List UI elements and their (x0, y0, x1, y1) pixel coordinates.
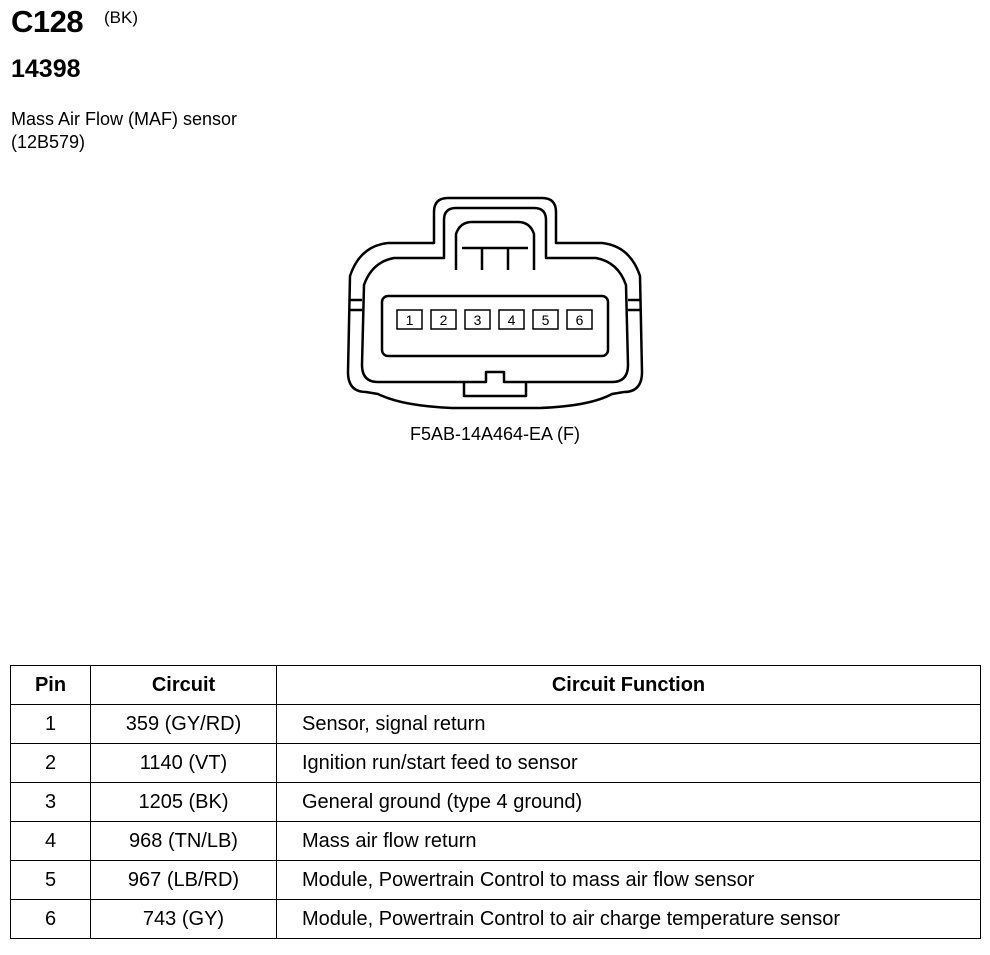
connector-face-diagram (330, 190, 660, 415)
component-description (11, 108, 237, 154)
locking-tab (456, 222, 534, 270)
description-line-2: (12B579) (11, 132, 86, 152)
cell-function: Module, Powertrain Control to mass air flow sensor (277, 861, 981, 900)
pin-number-5: 5 (541, 312, 550, 328)
table-row (11, 861, 981, 900)
table-row (11, 783, 981, 822)
cell-pin: 4 (11, 822, 91, 861)
cell-function: Sensor, signal return (277, 705, 981, 744)
cell-function: Ignition run/start feed to sensor (277, 744, 981, 783)
cell-circuit: 359 (GY/RD) (91, 705, 277, 744)
pin-number-3: 3 (473, 312, 482, 328)
pin-number-2: 2 (439, 312, 448, 328)
pin-table-header-row (11, 666, 981, 705)
pin-number-1: 1 (405, 312, 414, 328)
connector-outer-housing (348, 198, 642, 408)
cell-pin: 6 (11, 900, 91, 939)
cell-circuit: 743 (GY) (91, 900, 277, 939)
table-row (11, 705, 981, 744)
cell-pin: 3 (11, 783, 91, 822)
table-row (11, 822, 981, 861)
cell-pin: 1 (11, 705, 91, 744)
cell-circuit: 1205 (BK) (91, 783, 277, 822)
table-row (11, 744, 981, 783)
cell-pin: 5 (11, 861, 91, 900)
connector-color-code: (BK) (104, 8, 138, 27)
connector-part-label: F5AB-14A464-EA (F) (409, 424, 581, 444)
pin-number-6: 6 (575, 312, 584, 328)
description-line-1: Mass Air Flow (MAF) sensor (11, 109, 238, 129)
left-latch (350, 300, 362, 310)
table-row (11, 900, 981, 939)
cell-function: Mass air flow return (277, 822, 981, 861)
pin-number-4: 4 (507, 312, 516, 328)
cell-function: Module, Powertrain Control to air charge temperature sensor (277, 900, 981, 939)
cell-function: General ground (type 4 ground) (277, 783, 981, 822)
cell-circuit: 967 (LB/RD) (91, 861, 277, 900)
cell-circuit: 968 (TN/LB) (91, 822, 277, 861)
bottom-key (464, 382, 526, 396)
cell-circuit: 1140 (VT) (91, 744, 277, 783)
cell-pin: 2 (11, 744, 91, 783)
right-latch (628, 300, 640, 310)
part-number: 14398 (11, 55, 81, 83)
connector-id: C128 (11, 4, 84, 39)
pin-table (10, 665, 981, 939)
header-circuit: Circuit (91, 666, 277, 705)
header-pin: Pin (11, 666, 91, 705)
header-circuit-function: Circuit Function (277, 666, 981, 705)
pin-cavity (382, 296, 608, 356)
